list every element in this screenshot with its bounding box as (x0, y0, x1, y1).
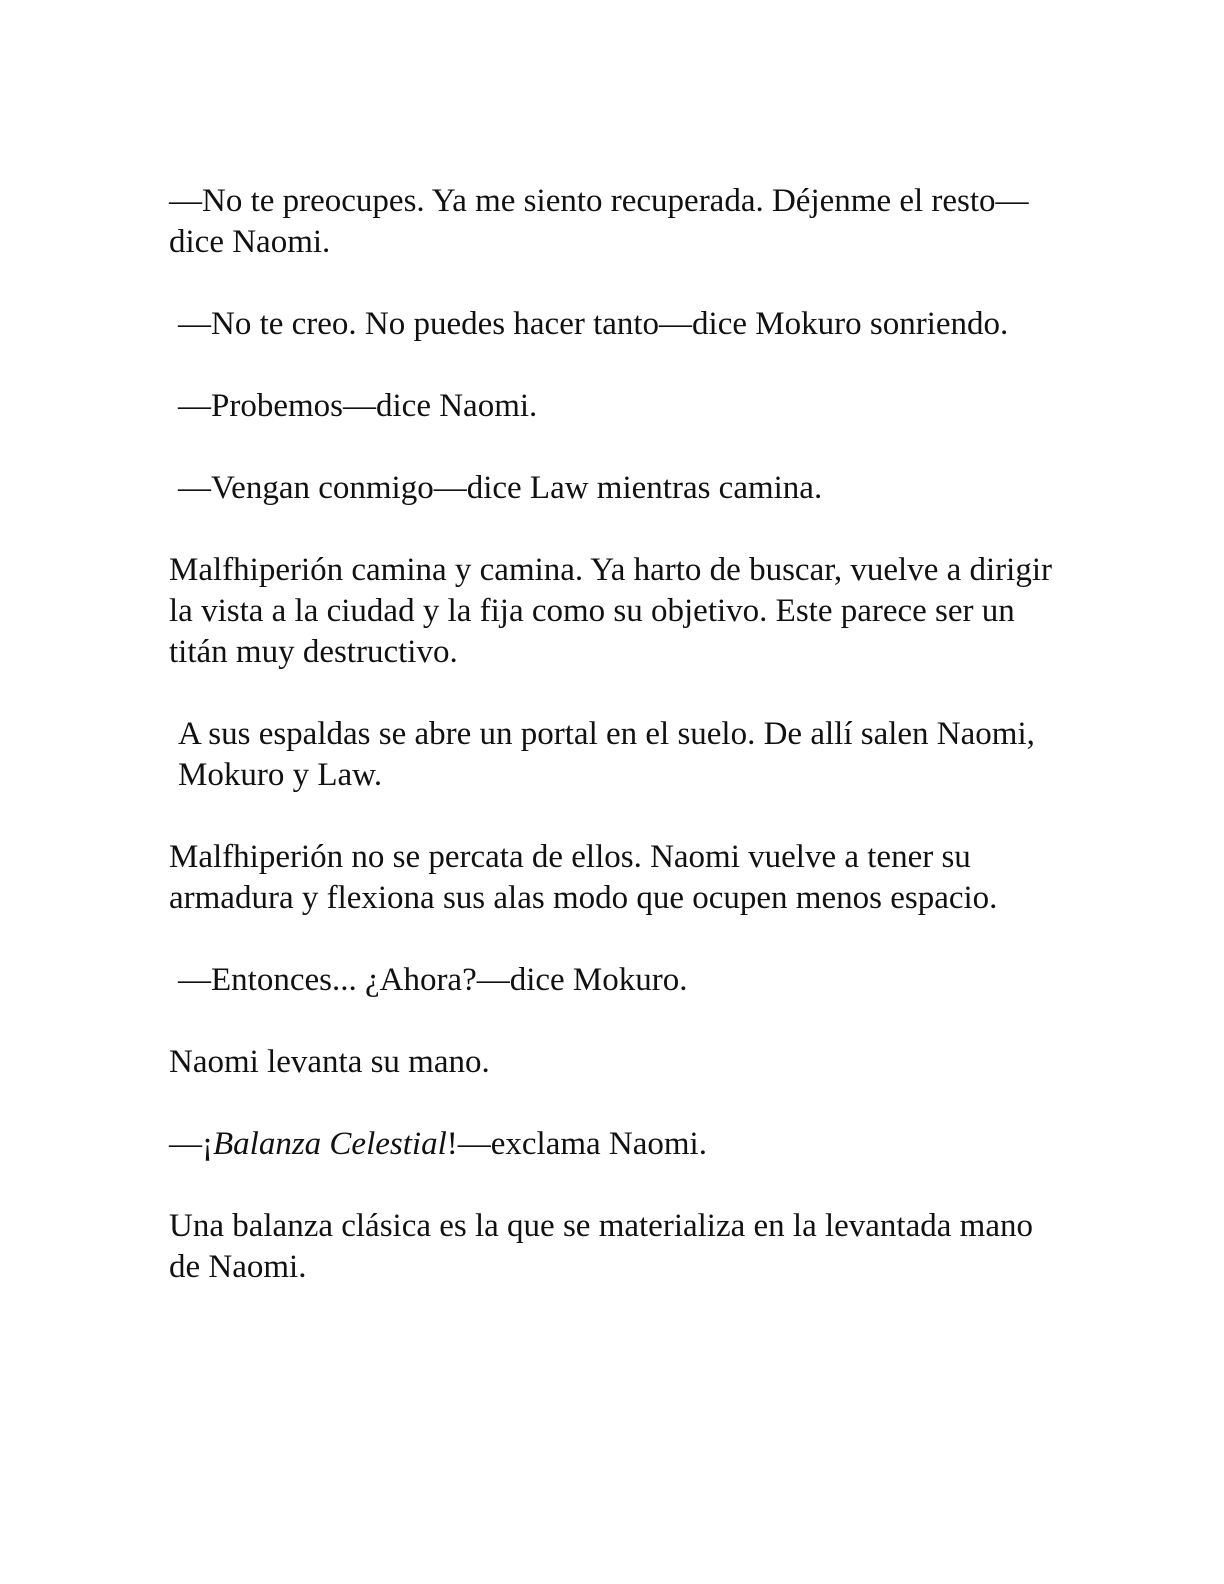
paragraph-text: —Vengan conmigo—dice Law mientras camina. (178, 470, 823, 506)
paragraph-text: —No te creo. No puedes hacer tanto—dice Mokuro sonriendo. (178, 306, 1009, 342)
paragraph-text: A sus espaldas se abre un portal en el suelo. De allí salen Naomi, Mokuro y Law. (178, 716, 1035, 793)
paragraph-text: —Probemos—dice Naomi. (178, 388, 538, 424)
paragraph-11 (169, 1206, 1069, 1288)
paragraph-7 (169, 837, 1069, 919)
paragraph-text: Malfhiperión camina y camina. Ya harto de buscar, vuelve a dirigir la vista a la ciudad y la fija como su objetivo. Este parece ser un titán muy destructivo. (169, 552, 1052, 670)
paragraph-4 (169, 468, 1069, 509)
spell-name: Balanza Celestial (213, 1126, 447, 1162)
body-text (169, 181, 1069, 1329)
dialogue-suffix: !—exclama Naomi. (446, 1126, 707, 1162)
paragraph-8 (169, 960, 1069, 1001)
paragraph-5 (169, 550, 1069, 673)
paragraph-1 (169, 181, 1069, 263)
paragraph-9 (169, 1042, 1069, 1083)
paragraph-10 (169, 1124, 1069, 1165)
paragraph-3 (169, 386, 1069, 427)
paragraph-text: —No te preocupes. Ya me siento recuperada. Déjenme el resto—dice Naomi. (169, 183, 1029, 260)
paragraph-text: Naomi levanta su mano. (169, 1044, 490, 1080)
paragraph-text: —Entonces... ¿Ahora?—dice Mokuro. (178, 962, 688, 998)
dialogue-prefix: —¡ (169, 1126, 213, 1162)
paragraph-text: Malfhiperión no se percata de ellos. Naomi vuelve a tener su armadura y flexiona sus alas modo que ocupen menos espacio. (169, 839, 998, 916)
paragraph-6 (169, 714, 1069, 796)
paragraph-2 (169, 304, 1069, 345)
paragraph-text: Una balanza clásica es la que se materializa en la levantada mano de Naomi. (169, 1208, 1033, 1285)
